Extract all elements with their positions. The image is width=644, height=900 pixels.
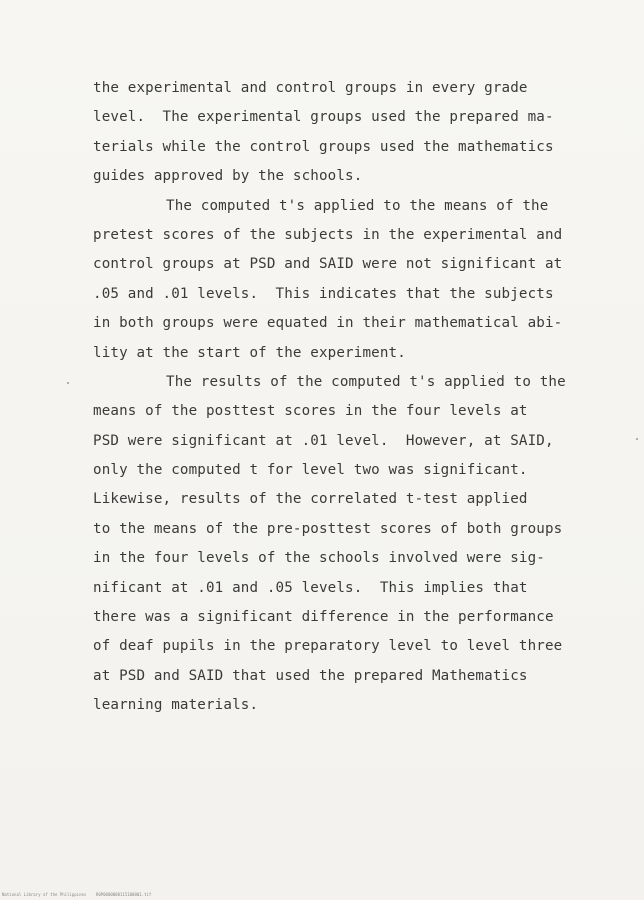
paragraph-1 — [93, 74, 603, 192]
text-line: terials while the control groups used the mathematics — [93, 138, 554, 155]
text-line: in the four levels of the schools involved were sig- — [93, 550, 545, 567]
text-line: only the computed t for level two was significant. — [93, 462, 528, 479]
text-line: guides approved by the schools. — [93, 168, 363, 185]
scan-speck — [636, 438, 638, 440]
scan-footer: National Library of the Philippines R0P0000000115100001.tif — [2, 892, 152, 897]
paragraph-3 — [93, 368, 603, 721]
text-line: pretest scores of the subjects in the experimental and — [93, 226, 563, 243]
text-line: nificant at .01 and .05 levels. This implies that — [93, 579, 528, 596]
text-line: PSD were significant at .01 level. However, at SAID, — [93, 432, 554, 449]
paragraph-2 — [93, 192, 603, 368]
text-line: The results of the computed t's applied to the — [166, 373, 566, 390]
text-line: the experimental and control groups in every grade — [93, 80, 528, 96]
text-line: learning materials. — [93, 697, 259, 714]
text-line: The computed t's applied to the means of the — [166, 197, 549, 214]
text-line: .05 and .01 levels. This indicates that the subjects — [93, 285, 554, 302]
scan-speck — [497, 372, 498, 373]
text-line: means of the posttest scores in the four levels at — [93, 403, 528, 420]
text-line: Likewise, results of the correlated t-test applied — [93, 491, 528, 508]
scan-speck — [67, 382, 69, 384]
text-line: to the means of the pre-posttest scores of both groups — [93, 520, 563, 537]
text-line: lity at the start of the experiment. — [93, 344, 406, 361]
text-line: of deaf pupils in the preparatory level to level three — [93, 638, 563, 655]
text-line: at PSD and SAID that used the prepared Mathematics — [93, 667, 528, 684]
text-line: control groups at PSD and SAID were not significant at — [93, 256, 563, 273]
text-line: in both groups were equated in their mathematical abi- — [93, 315, 563, 332]
text-line: there was a significant difference in the performance — [93, 609, 554, 626]
text-line: level. The experimental groups used the prepared ma- — [93, 109, 554, 126]
body-text — [93, 74, 603, 721]
